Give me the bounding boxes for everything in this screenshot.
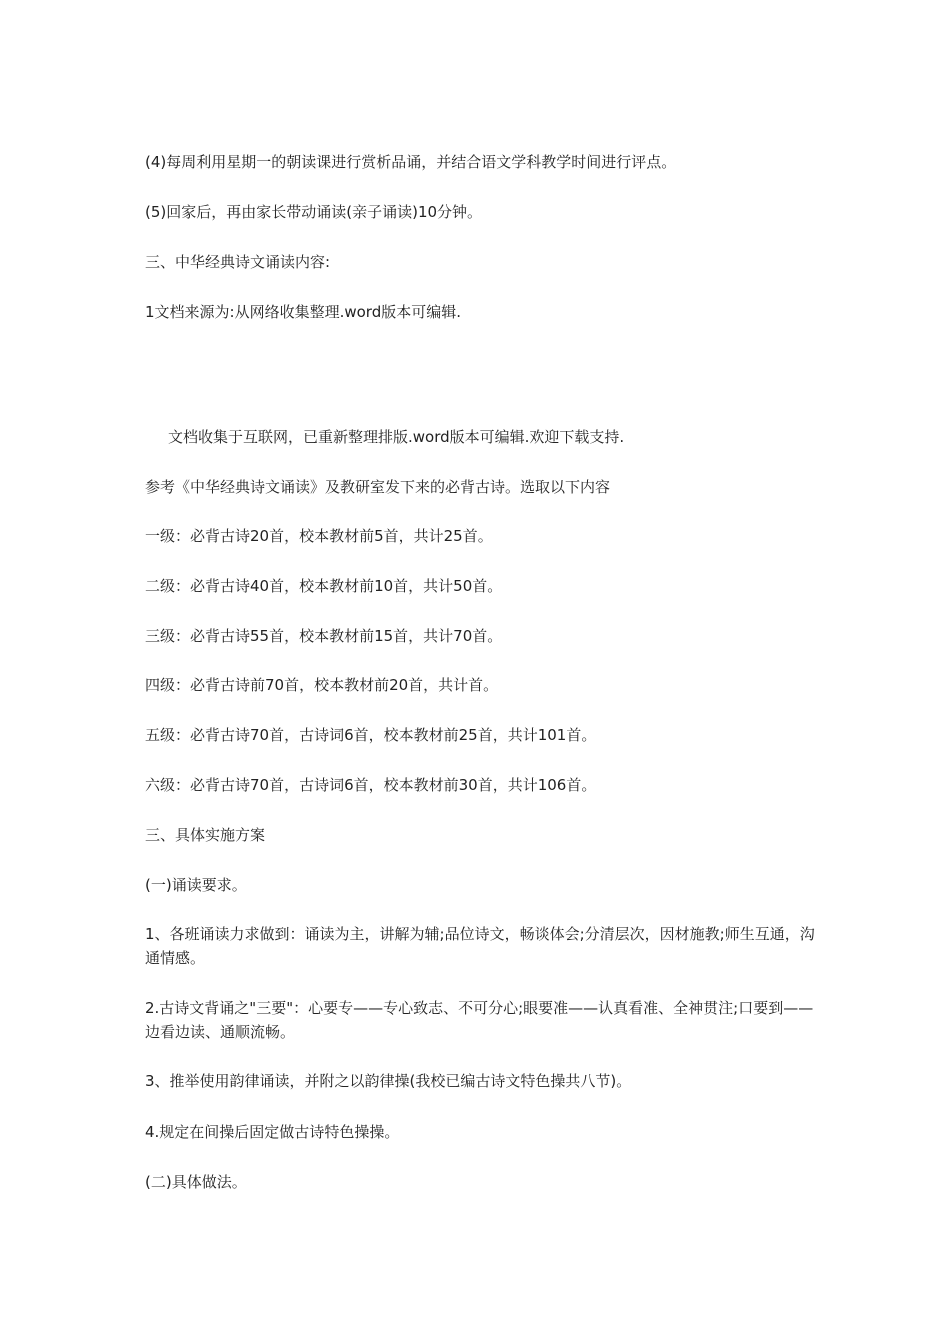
section-heading-content: 三、中华经典诗文诵读内容: bbox=[145, 253, 331, 271]
source-note: 1文档来源为:从网络收集整理.word版本可编辑. bbox=[145, 303, 462, 321]
requirement-3: 3、推举使用韵律诵读，并附之以韵律操(我校已编古诗文特色操共八节)。 bbox=[145, 1072, 632, 1090]
collection-note: 文档收集于互联网，已重新整理排版.word版本可编辑.欢迎下载支持. bbox=[168, 428, 625, 446]
level-3-item: 三级：必背古诗55首，校本教材前15首，共计70首。 bbox=[145, 627, 503, 645]
subsection-heading-requirements: (一)诵读要求。 bbox=[145, 876, 247, 894]
section-heading-plan: 三、具体实施方案 bbox=[145, 826, 266, 844]
level-1-item: 一级：必背古诗20首，校本教材前5首，共计25首。 bbox=[145, 527, 493, 545]
requirement-1: 1、各班诵读力求做到：诵读为主，讲解为辅;品位诗文，畅谈体会;分清层次，因材施教;师生互通，沟通情感。 bbox=[145, 925, 815, 967]
paragraph-morning-reading: (4)每周利用星期一的朝读课进行赏析品诵，并结合语文学科教学时间进行评点。 bbox=[145, 153, 677, 171]
level-2-item: 二级：必背古诗40首，校本教材前10首，共计50首。 bbox=[145, 577, 503, 595]
level-6-item: 六级：必背古诗70首，古诗词6首，校本教材前30首，共计106首。 bbox=[145, 776, 597, 794]
requirement-4: 4.规定在间操后固定做古诗特色操操。 bbox=[145, 1123, 400, 1141]
paragraph-parent-reading: (5)回家后，再由家长带动诵读(亲子诵读)10分钟。 bbox=[145, 203, 483, 221]
paragraph-reference: 参考《中华经典诗文诵读》及教研室发下来的必背古诗。选取以下内容 bbox=[145, 478, 611, 496]
level-4-item: 四级：必背古诗前70首，校本教材前20首，共计首。 bbox=[145, 676, 499, 694]
subsection-heading-methods: (二)具体做法。 bbox=[145, 1173, 247, 1191]
requirement-2: 2.古诗文背诵之"三要"：心要专——专心致志、不可分心;眼要准——认真看准、全神贯注;口要到——边看边读、通顺流畅。 bbox=[145, 999, 814, 1041]
level-5-item: 五级：必背古诗70首，古诗词6首，校本教材前25首，共计101首。 bbox=[145, 726, 597, 744]
